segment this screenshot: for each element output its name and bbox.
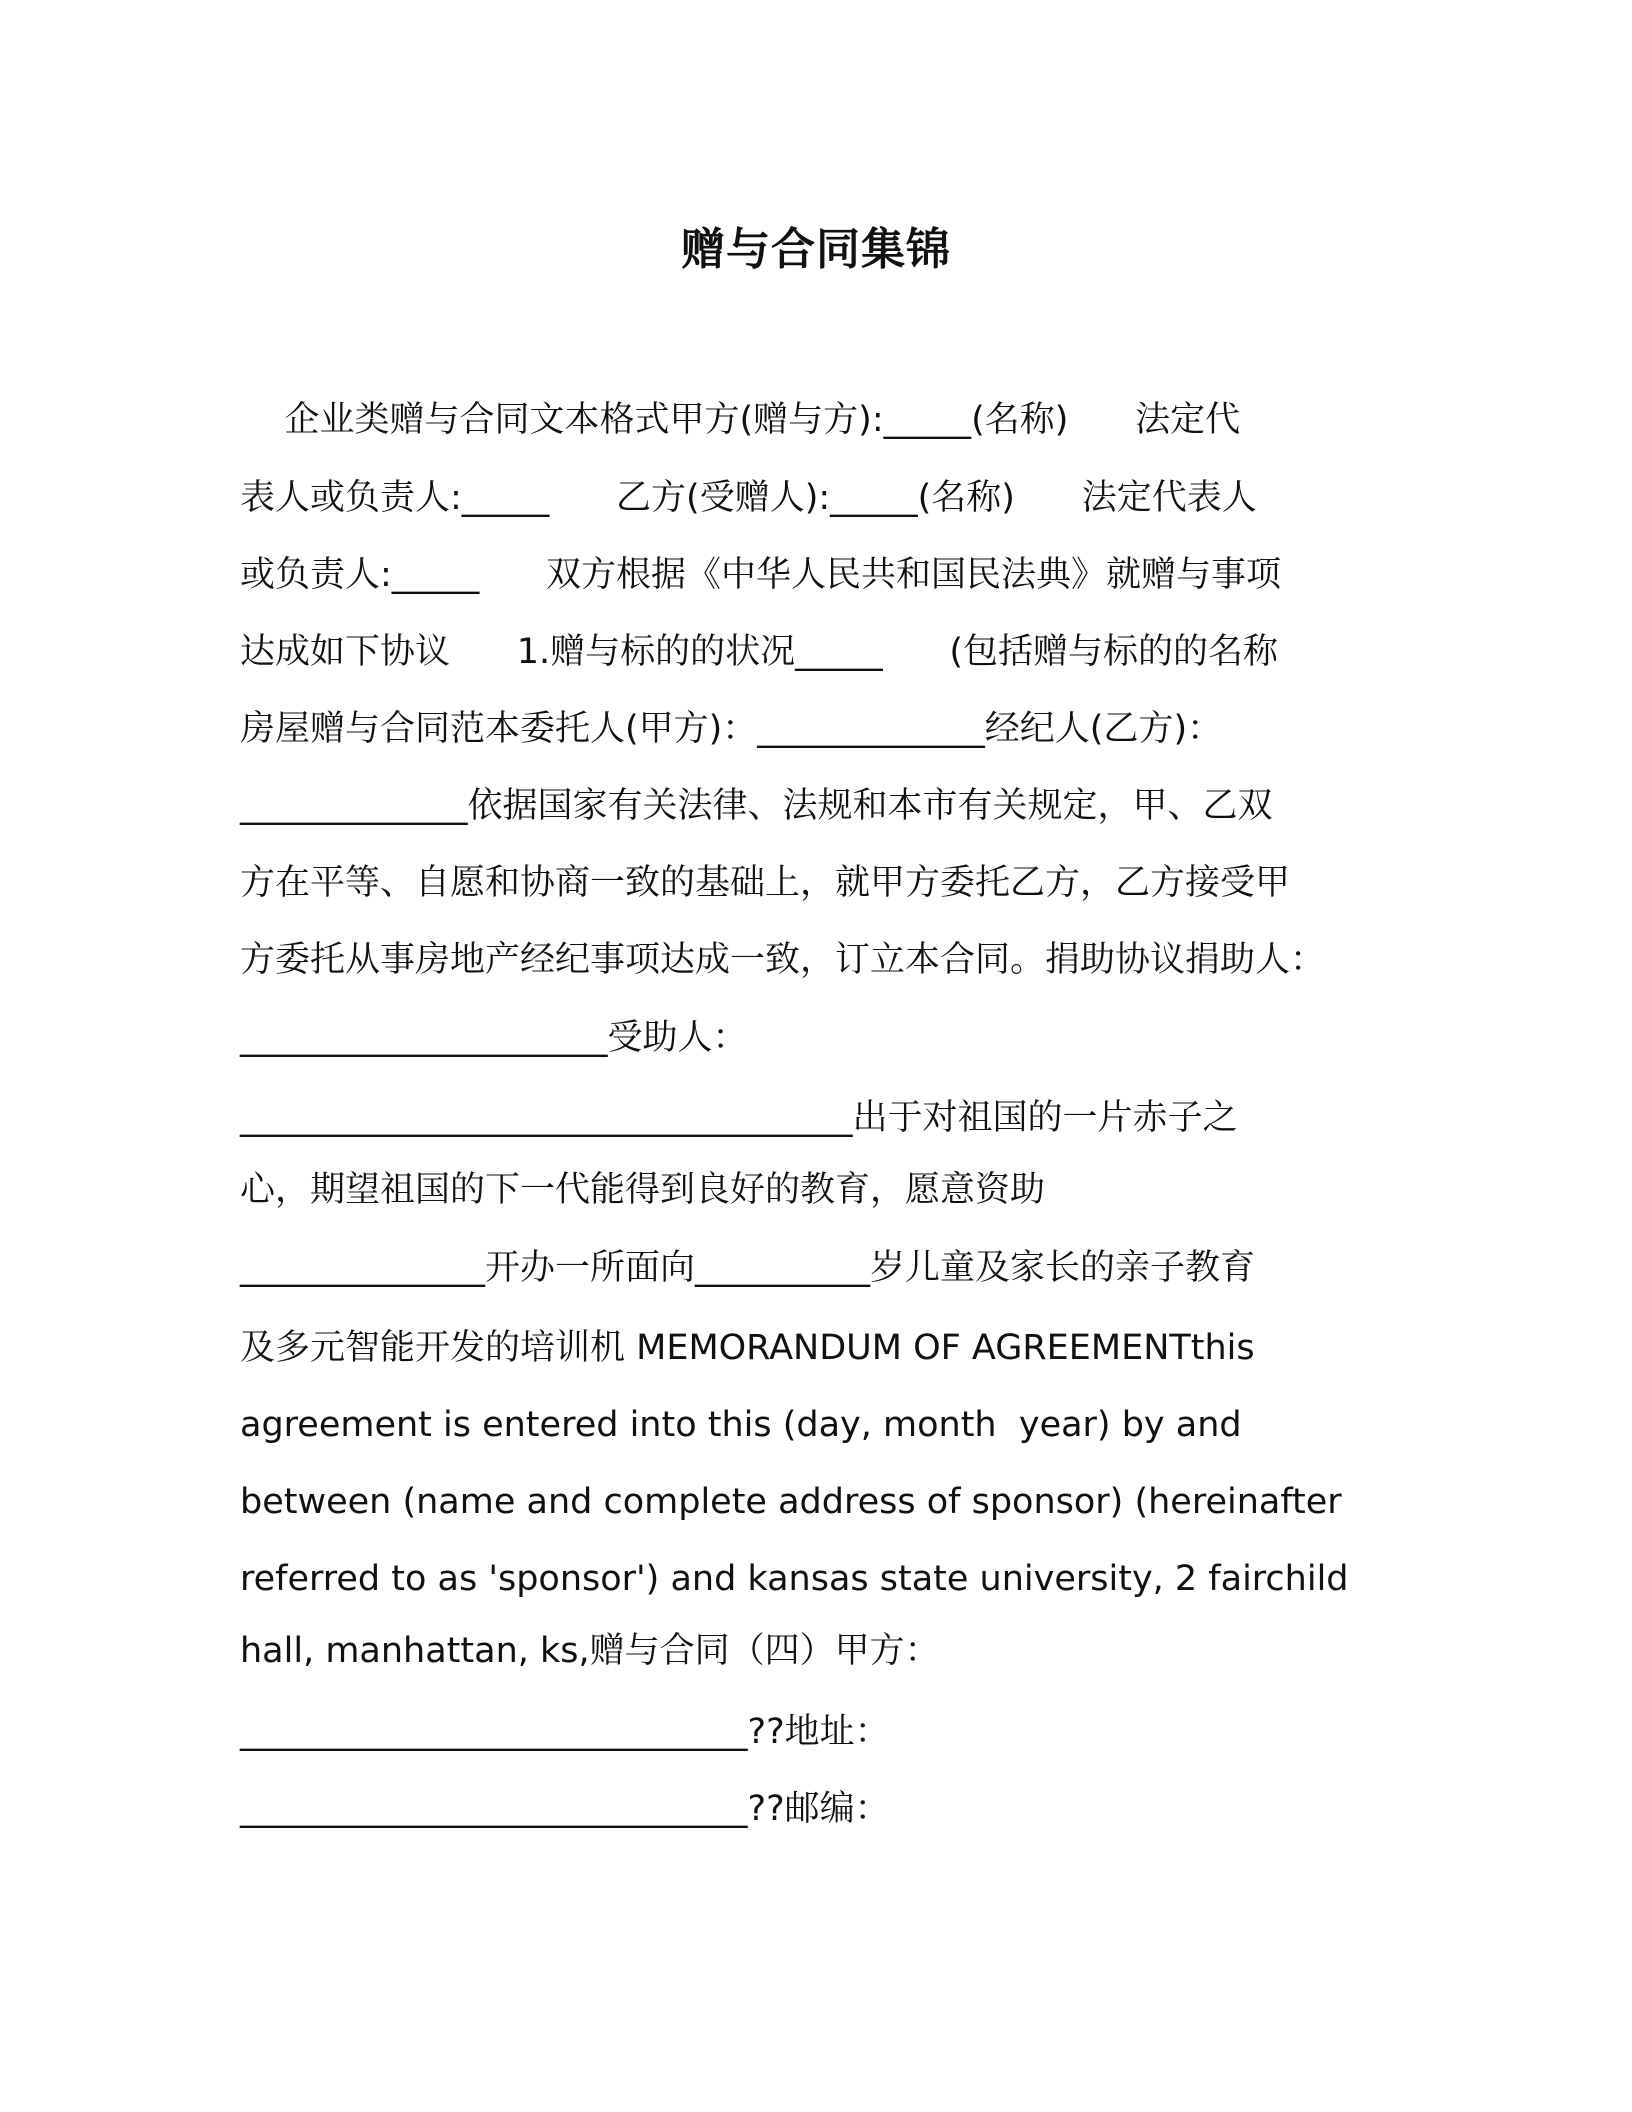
body-line-8: 方委托从事房地产经纪事项达成一致，订立本合同。捐助协议捐助人： <box>240 940 1326 980</box>
body-line-13: 及多元智能开发的培训机 MEMORANDUM OF AGREEMENTthis <box>240 1328 1255 1368</box>
body-line-4: 达成如下协议 1.赠与标的的状况_____ (包括赠与标的的名称 <box>240 632 1279 672</box>
body-line-11: 心，期望祖国的下一代能得到良好的教育，愿意资助 <box>240 1170 1046 1210</box>
body-line-2: 表人或负责人:_____ 乙方(受赠人):_____(名称) 法定代表人 <box>240 478 1257 518</box>
body-line-14: agreement is entered into this (day, month year) by and <box>240 1405 1242 1445</box>
body-line-6: _____________依据国家有关法律、法规和本市有关规定，甲、乙双 <box>240 786 1273 826</box>
body-line-5: 房屋赠与合同范本委托人(甲方)：_____________经纪人(乙方)： <box>240 709 1223 749</box>
body-line-1: 企业类赠与合同文本格式甲方(赠与方):_____(名称) 法定代 <box>240 400 1241 440</box>
body-line-15: between (name and complete address of sponsor) (hereinafter <box>240 1482 1342 1522</box>
body-line-17: hall, manhattan, ks,赠与合同（四）甲方： <box>240 1631 940 1671</box>
document-title: 赠与合同集锦 <box>681 224 951 275</box>
body-line-19: _____________________________??邮编： <box>240 1789 890 1829</box>
body-line-16: referred to as 'sponsor') and kansas state university, 2 fairchild <box>240 1559 1349 1599</box>
body-line-18: _____________________________??地址： <box>240 1712 890 1752</box>
body-line-10: ___________________________________出于对祖国的一片赤子之 <box>240 1098 1238 1138</box>
body-line-7: 方在平等、自愿和协商一致的基础上，就甲方委托乙方，乙方接受甲 <box>240 863 1291 903</box>
body-line-3: 或负责人:_____ 双方根据《中华人民共和国民法典》就赠与事项 <box>240 555 1282 595</box>
body-line-9: _____________________受助人： <box>240 1018 748 1058</box>
body-line-12: ______________开办一所面向__________岁儿童及家长的亲子教育 <box>240 1248 1256 1288</box>
